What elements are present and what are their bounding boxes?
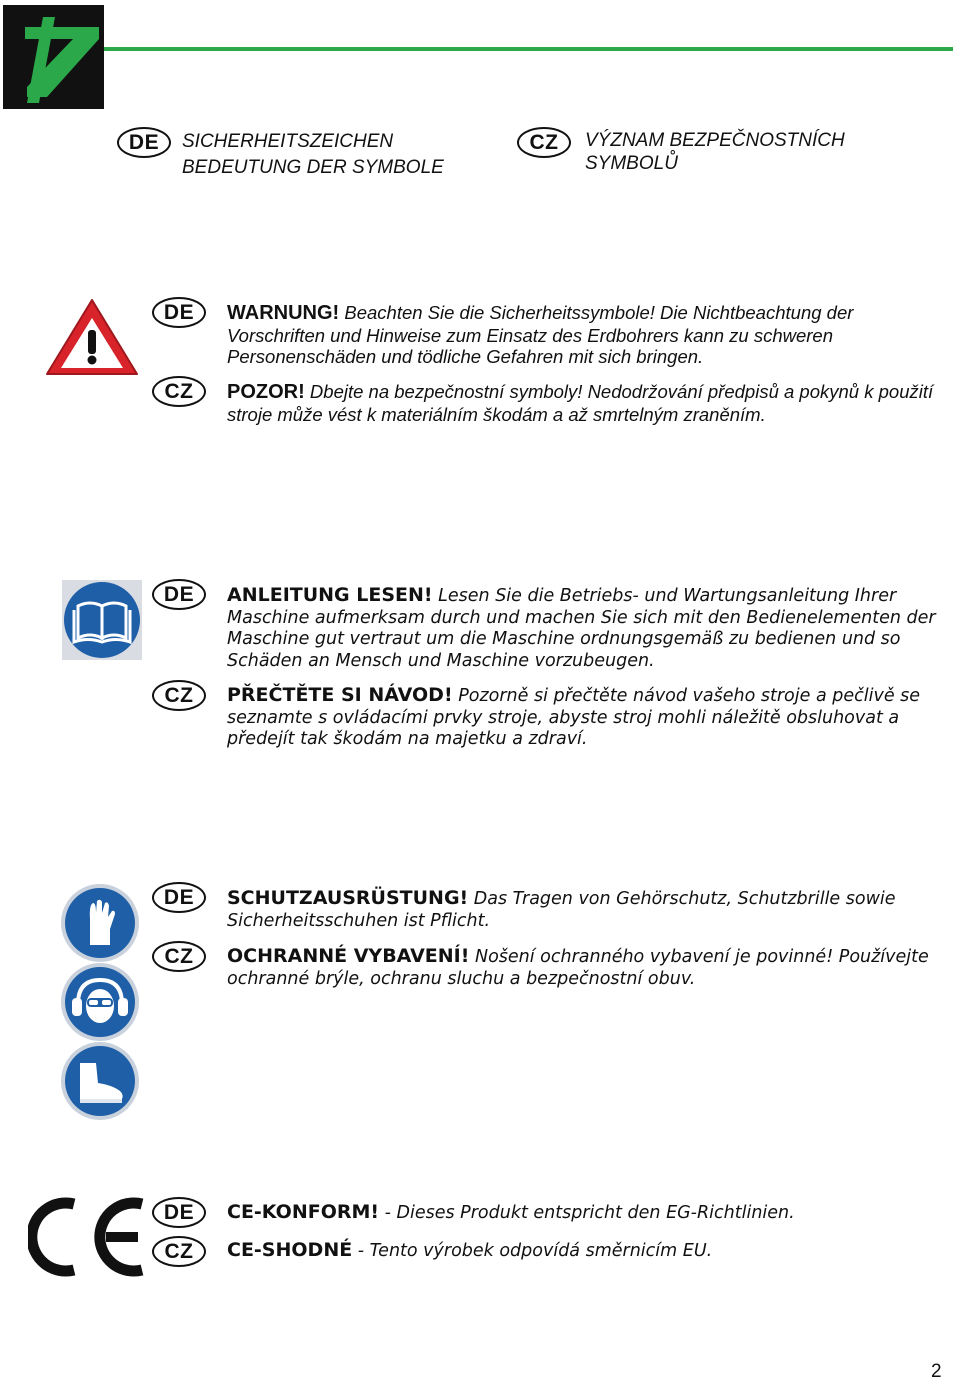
manual-cz-text	[227, 685, 949, 751]
header-rule	[104, 47, 953, 51]
ce-de-text	[227, 1202, 949, 1225]
ce-de-body: - Dieses Produkt entspricht den EG-Richtlinien.	[379, 1203, 795, 1223]
warning-de-badge: DE	[152, 297, 206, 328]
de-title-line2: BEDEUTUNG DER SYMBOLE	[182, 157, 444, 178]
ppe-cz-badge: CZ	[152, 941, 206, 972]
manual-de-badge: DE	[152, 579, 206, 610]
warning-cz-text	[227, 381, 949, 425]
manual-cz-heading: PŘEČTĚTE SI NÁVOD!	[227, 684, 453, 706]
ce-de-heading: CE-KONFORM!	[227, 1201, 380, 1223]
ce-mark-icon	[28, 1196, 148, 1278]
ppe-cz-body: Nošení ochranného vybavení je povinné! Používejte ochranné brýle, ochranu sluchu a bezpečnostní obuv.	[227, 947, 929, 989]
de-title	[182, 129, 444, 181]
warning-cz-badge: CZ	[152, 376, 206, 407]
ce-cz-badge: CZ	[152, 1236, 206, 1267]
ppe-cz-text	[227, 946, 949, 990]
ce-de-badge: DE	[152, 1197, 206, 1228]
ce-cz-heading: CE-SHODNÉ	[227, 1239, 353, 1261]
ce-cz-text	[227, 1240, 949, 1263]
ppe-de-text	[227, 888, 949, 932]
warning-triangle-icon	[43, 296, 141, 378]
warning-de-heading: WARNUNG!	[227, 302, 340, 324]
goggles-ear-protection-icon	[60, 962, 140, 1042]
warning-cz-heading: POZOR!	[227, 381, 305, 403]
manual-de-body: Lesen Sie die Betriebs- und Wartungsanleitung Ihrer Maschine aufmerksam durch und machen Sie sich mit den Bedienelementen der Maschine gut vertraut um die Maschine ordnungsgemäß zu bedienen und so Schäden an Mensch und Maschine vorzubeugen.	[227, 586, 936, 671]
warning-de-text	[227, 302, 949, 368]
warning-de-body: Beachten Sie die Sicherheitssymbole! Die Nichtbeachtung der Vorschriften und Hinweise zum Einsatz des Erdbohrers kann zu schweren Personenschäden und tödliche Gefahren mit sich bringen.	[227, 302, 854, 367]
cz-title-line2: SYMBOLŮ	[585, 153, 678, 174]
manual-cz-badge: CZ	[152, 680, 206, 711]
cz-badge: CZ	[517, 127, 571, 158]
ppe-de-badge: DE	[152, 882, 206, 913]
warning-cz-body: Dbejte na bezpečnostní symboly! Nedodržování předpisů a pokynů k použití stroje může vést k materiálním škodám a až smrtelným zraněním.	[227, 381, 934, 425]
ppe-de-body: Das Tragen von Gehörschutz, Schutzbrille sowie Sicherheitsschuhen ist Pflicht.	[227, 889, 896, 931]
ce-cz-body: - Tento výrobek odpovídá směrnicím EU.	[352, 1241, 713, 1261]
cz-title	[585, 129, 845, 175]
manual-cz-body: Pozorně si přečtěte návod vašeho stroje a pečlivě se seznamte s ovládacími prvky stroje, abyste stroj mohli náležitě obsluhovat a předejít tak škodám na majetku a zdraví.	[227, 686, 921, 749]
manual-de-text	[227, 585, 949, 672]
cz-title-line1: VÝZNAM BEZPEČNOSTNÍCH	[585, 130, 845, 151]
de-title-line1: SICHERHEITSZEICHEN	[182, 131, 394, 152]
safety-boot-icon	[60, 1041, 140, 1121]
manual-de-heading: ANLEITUNG LESEN!	[227, 584, 433, 606]
de-badge: DE	[117, 127, 171, 158]
read-manual-icon	[62, 580, 142, 660]
page-number: 2	[931, 1361, 942, 1382]
gloves-icon	[60, 883, 140, 963]
brand-logo	[3, 5, 104, 109]
ppe-cz-heading: OCHRANNÉ VYBAVENÍ!	[227, 945, 470, 967]
ppe-de-heading: SCHUTZAUSRÜSTUNG!	[227, 887, 469, 909]
